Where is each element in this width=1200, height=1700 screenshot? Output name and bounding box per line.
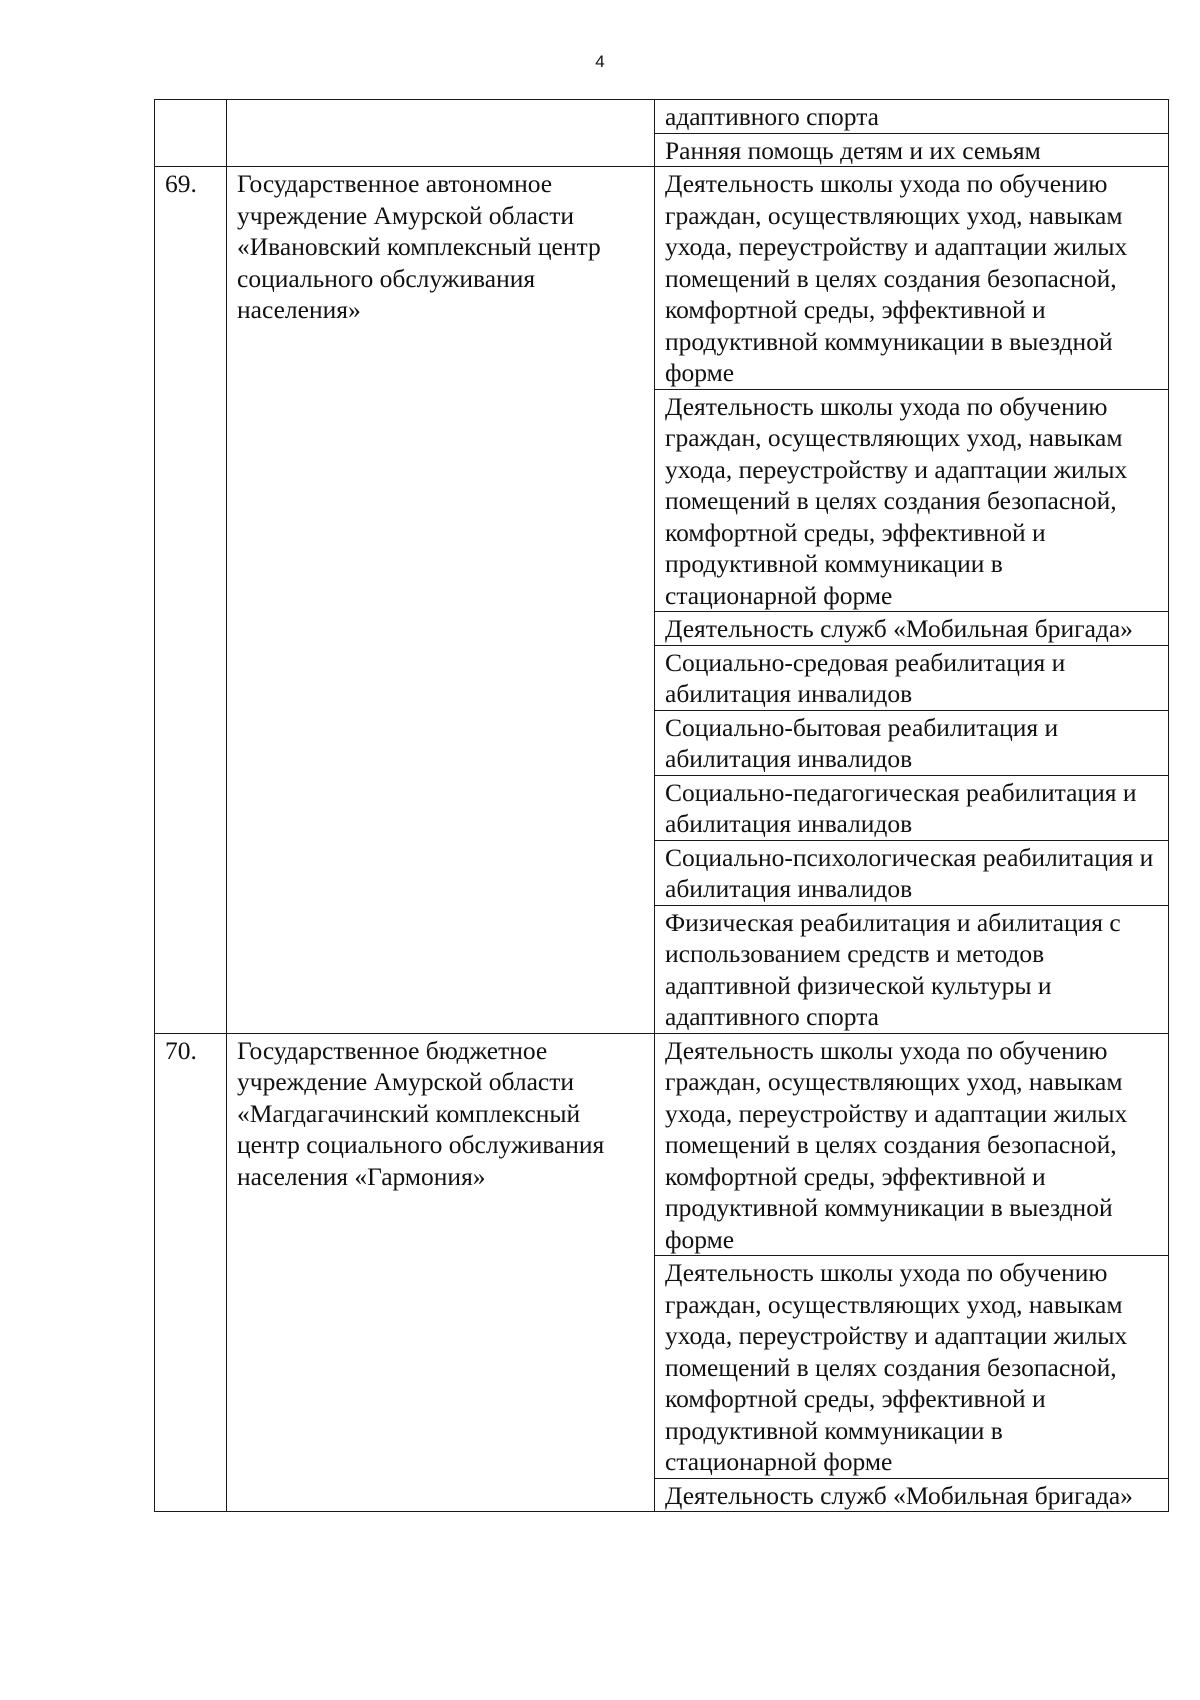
service-cell: Деятельность служб «Мобильная бригада» bbox=[655, 612, 1169, 646]
organization-cell: Государственное бюджетное учреждение Амурской области «Магдагачинский комплексный центр социального обслуживания населения «Гармония» bbox=[227, 1033, 655, 1512]
service-cell: Социально-средовая реабилитация и абилитация инвалидов bbox=[655, 645, 1169, 710]
service-cell: Социально-психологическая реабилитация и абилитация инвалидов bbox=[655, 840, 1169, 905]
organization-cell bbox=[227, 100, 655, 167]
table-row bbox=[155, 167, 1169, 390]
service-cell: Деятельность школы ухода по обучению граждан, осуществляющих уход, навыкам ухода, переустройству и адаптации жилых помещений в целях создания безопасной, комфортной среды, эффективной и продуктивной коммуникации в стационарной форме bbox=[655, 1256, 1169, 1479]
service-cell: Деятельность школы ухода по обучению граждан, осуществляющих уход, навыкам ухода, переустройству и адаптации жилых помещений в целях создания безопасной, комфортной среды, эффективной и продуктивной коммуникации в выездной форме bbox=[655, 167, 1169, 390]
page-number: 4 bbox=[595, 52, 605, 71]
row-number-cell: 70. bbox=[155, 1033, 227, 1512]
service-cell: Деятельность школы ухода по обучению граждан, осуществляющих уход, навыкам ухода, переустройству и адаптации жилых помещений в целях создания безопасной, комфортной среды, эффективной и продуктивной коммуникации в стационарной форме bbox=[655, 389, 1169, 612]
table-row bbox=[155, 100, 1169, 134]
organization-cell: Государственное автономное учреждение Амурской области «Ивановский комплексный центр социального обслуживания населения» bbox=[227, 167, 655, 1034]
service-cell: Деятельность служб «Мобильная бригада» bbox=[655, 1478, 1169, 1512]
table-row bbox=[155, 1033, 1169, 1256]
row-number-cell bbox=[155, 100, 227, 167]
service-cell: адаптивного спорта bbox=[655, 100, 1169, 134]
service-cell: Социально-педагогическая реабилитация и абилитация инвалидов bbox=[655, 775, 1169, 840]
service-cell: Ранняя помощь детям и их семьям bbox=[655, 133, 1169, 167]
service-cell: Социально-бытовая реабилитация и абилитация инвалидов bbox=[655, 710, 1169, 775]
row-number-cell: 69. bbox=[155, 167, 227, 1034]
service-cell: Физическая реабилитация и абилитация с использованием средств и методов адаптивной физической культуры и адаптивного спорта bbox=[655, 905, 1169, 1033]
service-cell: Деятельность школы ухода по обучению граждан, осуществляющих уход, навыкам ухода, переустройству и адаптации жилых помещений в целях создания безопасной, комфортной среды, эффективной и продуктивной коммуникации в выездной форме bbox=[655, 1033, 1169, 1256]
institutions-table bbox=[154, 99, 1169, 1512]
